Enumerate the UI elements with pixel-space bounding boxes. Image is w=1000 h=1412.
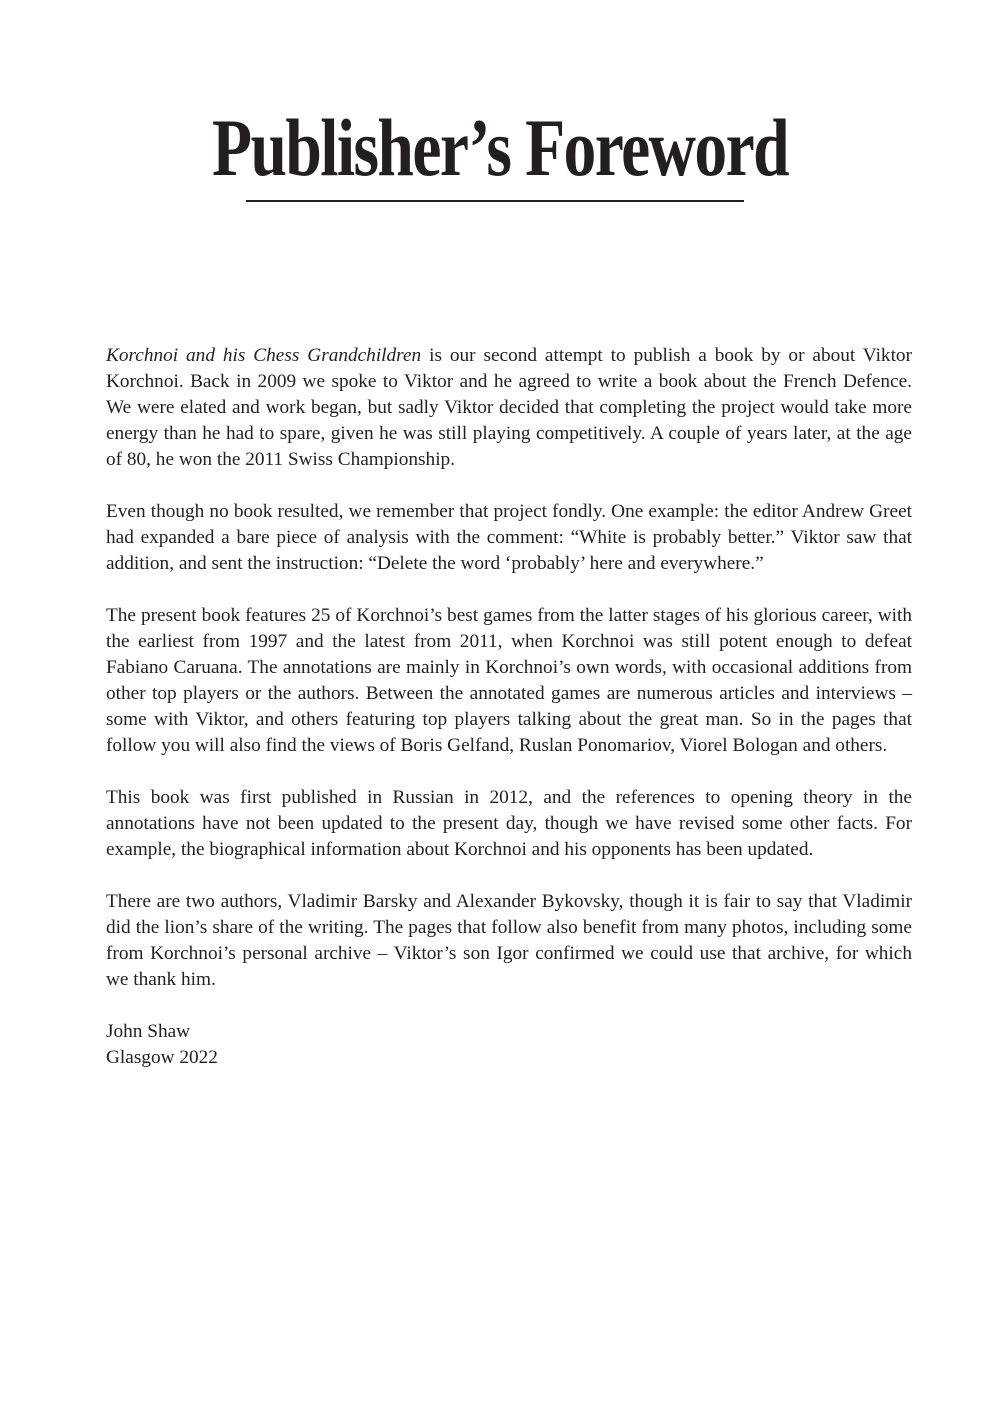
paragraph-2: Even though no book resulted, we remember that project fondly. One example: the editor Andrew Greet had expanded a bare piece of analysis with the comment: “White is probably better.” Viktor saw that addition, and sent the instruction: “Delete the word ‘probably’ here and everywhere.” bbox=[106, 501, 912, 574]
book-title-italic: Korchnoi and his Chess Grandchildren bbox=[106, 345, 422, 366]
paragraph-1 bbox=[106, 343, 912, 473]
paragraph-5: There are two authors, Vladimir Barsky and Alexander Bykovsky, though it is fair to say that Vladimir did the lion’s share of the writing. The pages that follow also benefit from many photos, including some from Korchnoi’s personal archive – Viktor’s son Igor confirmed we could use that archive, for which we thank him. bbox=[106, 891, 912, 990]
signature-place-year: Glasgow 2022 bbox=[106, 1047, 218, 1068]
page-title: Publisher’s Foreword bbox=[212, 102, 788, 193]
paragraph-4: This book was first published in Russian in 2012, and the references to opening theory in the annotations have not been updated to the present day, though we have revised some other facts. For example, the biographical information about Korchnoi and his opponents has been updated. bbox=[106, 787, 912, 860]
signature-name: John Shaw bbox=[106, 1021, 191, 1042]
title-underline bbox=[246, 200, 744, 202]
paragraph-1-text: is our second attempt to publish a book by or about Viktor Korchnoi. Back in 2009 we spoke to Viktor and he agreed to write a book about the French Defence. We were elated and work began, but sadly Viktor decided that completing the project would take more energy than he had to spare, given he was still playing competitively. A couple of years later, at the age of 80, he won the 2011 Swiss Championship. bbox=[106, 345, 912, 470]
signature bbox=[106, 1019, 912, 1071]
paragraph-3: The present book features 25 of Korchnoi’s best games from the latter stages of his glorious career, with the earliest from 1997 and the latest from 2011, when Korchnoi was still potent enough to defeat Fabiano Caruana. The annotations are mainly in Korchnoi’s own words, with occasional additions from other top players or the authors. Between the annotated games are numerous articles and interviews – some with Viktor, and others featuring top players talking about the great man. So in the pages that follow you will also find the views of Boris Gelfand, Ruslan Ponomariov, Viorel Bologan and others. bbox=[106, 605, 912, 756]
foreword-body bbox=[106, 343, 912, 1071]
